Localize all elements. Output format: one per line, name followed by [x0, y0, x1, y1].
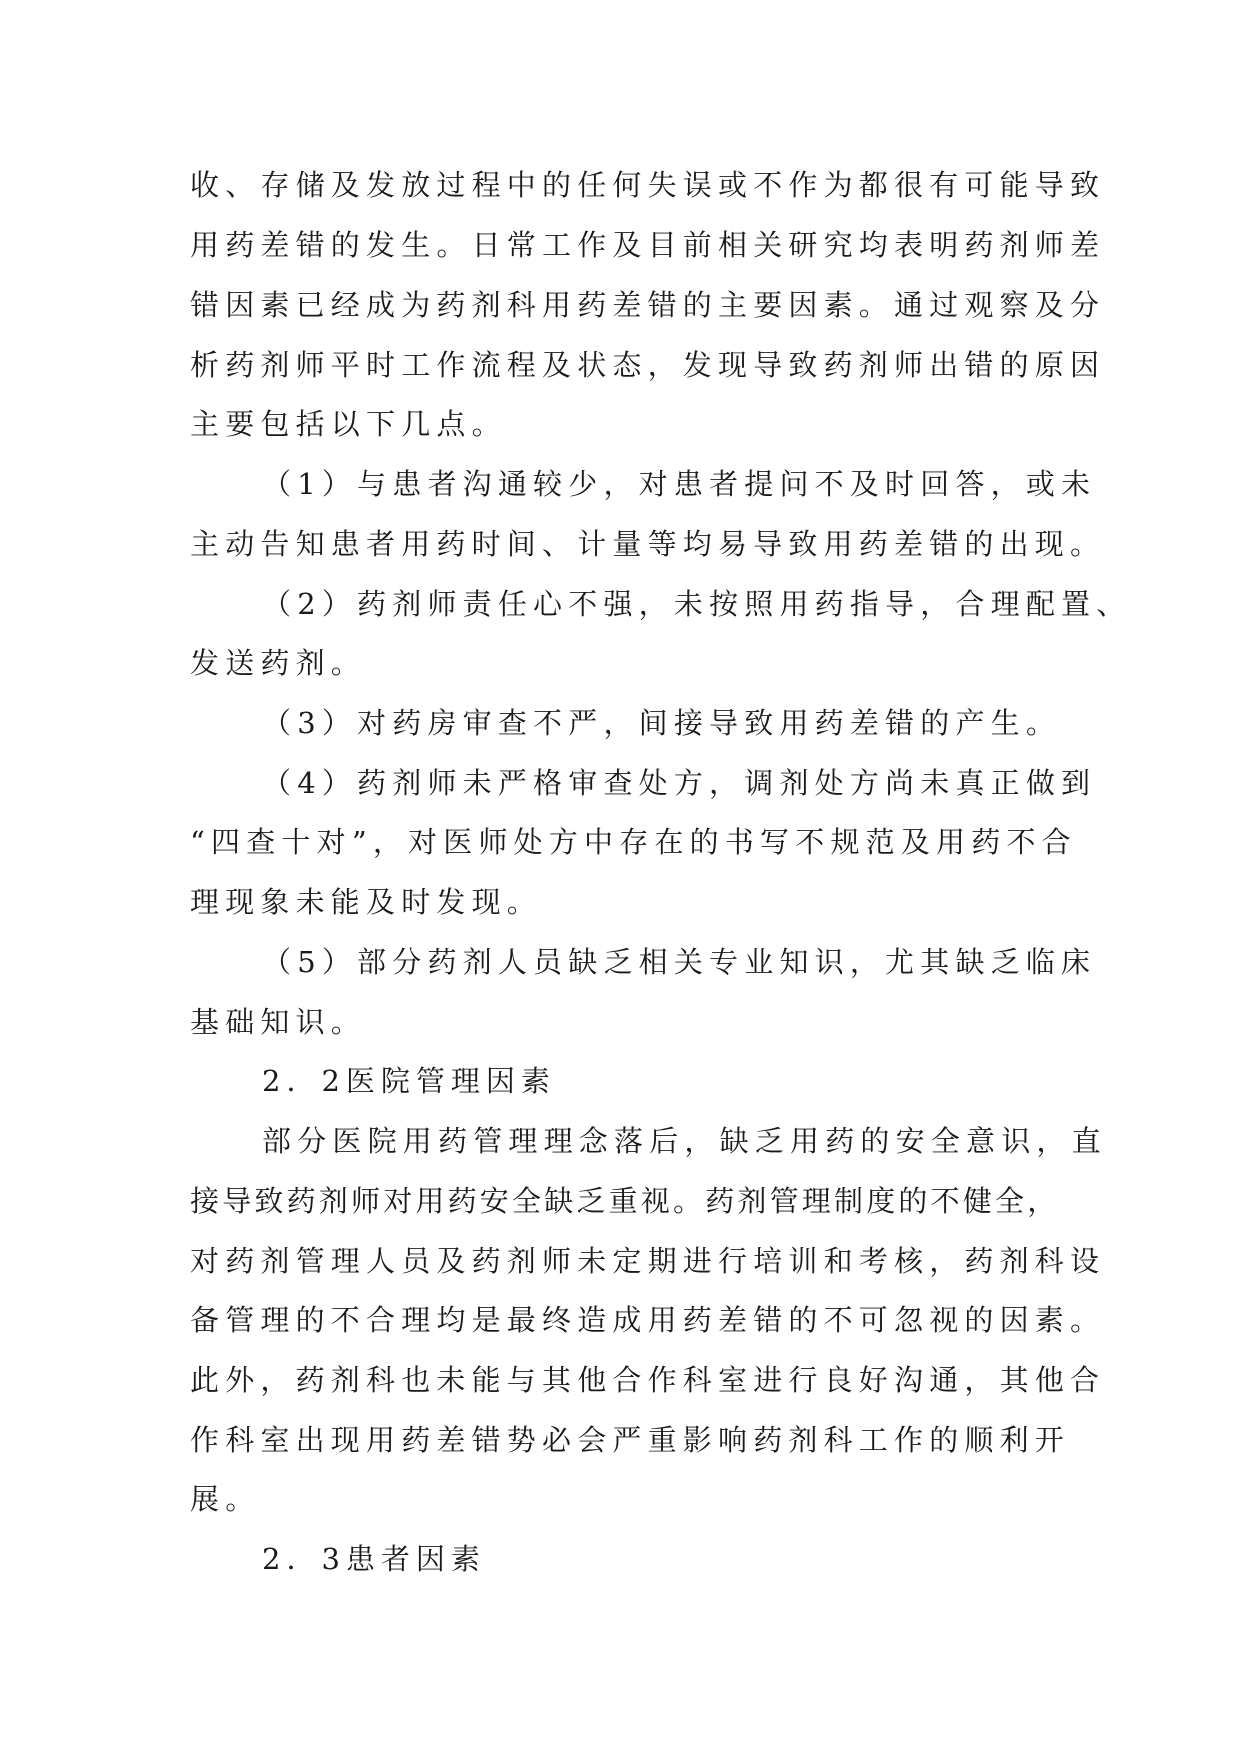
text-line: 理现象未能及时发现。: [190, 885, 543, 919]
text-line: （3）对药房审查不严，间接导致用药差错的产生。: [262, 706, 1062, 740]
text-line: 作科室出现用药差错势必会严重影响药剂科工作的顺利开: [190, 1423, 1071, 1457]
text-line: （4）药剂师未严格审查处方，调剂处方尚未真正做到: [262, 766, 1097, 800]
text-line: （2）药剂师责任心不强，未按照用药指导，合理配置、: [262, 587, 1132, 621]
text-line: （1）与患者沟通较少，对患者提问不及时回答，或未: [262, 467, 1097, 501]
text-line: 展。: [190, 1482, 261, 1516]
text-line: 此外，药剂科也未能与其他合作科室进行良好沟通，其他合: [190, 1363, 1106, 1397]
text-line: 析药剂师平时工作流程及状态，发现导致药剂师出错的原因: [190, 348, 1106, 382]
text-line: 基础知识。: [190, 1005, 367, 1039]
section-heading: 2．2医院管理因素: [262, 1064, 556, 1098]
text-line: 主要包括以下几点。: [190, 407, 507, 441]
text-line: 对药剂管理人员及药剂师未定期进行培训和考核，药剂科设: [190, 1244, 1106, 1278]
text-line: 错因素已经成为药剂科用药差错的主要因素。通过观察及分: [190, 288, 1106, 322]
text-line: 收、存储及发放过程中的任何失误或不作为都很有可能导致: [190, 168, 1106, 202]
text-line: “四查十对”，对医师处方中存在的书写不规范及用药不合: [190, 825, 1077, 859]
text-line: 接导致药剂师对用药安全缺乏重视。药剂管理制度的不健全，: [190, 1184, 1060, 1218]
text-line: 发送药剂。: [190, 646, 367, 680]
text-line: （5）部分药剂人员缺乏相关专业知识，尤其缺乏临床: [262, 945, 1097, 979]
text-line: 用药差错的发生。日常工作及目前相关研究均表明药剂师差: [190, 228, 1106, 262]
text-line: 备管理的不合理均是最终造成用药差错的不可忽视的因素。: [190, 1303, 1106, 1337]
section-heading: 2．3患者因素: [262, 1542, 486, 1576]
text-line: 主动告知患者用药时间、计量等均易导致用药差错的出现。: [190, 527, 1106, 561]
text-line: 部分医院用药管理理念落后，缺乏用药的安全意识，直: [262, 1124, 1107, 1158]
